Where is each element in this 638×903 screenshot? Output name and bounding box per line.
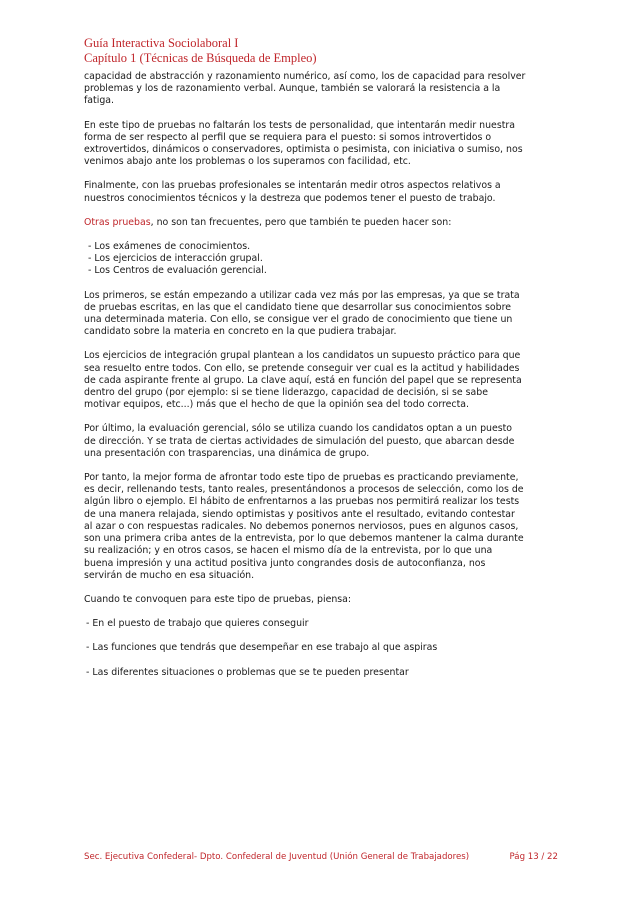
text-line: forma de ser respecto al perfil que se requiera para el puesto: si somos introvertidos o — [84, 131, 492, 143]
text-line: buena impresión y una actitud positiva junto congrandes dosis de autoconfianza, nos — [84, 557, 486, 569]
text-line: En este tipo de pruebas no faltarán los tests de personalidad, que intentarán medir nuestra — [84, 119, 515, 131]
list-item: - Los exámenes de conocimientos. — [88, 241, 251, 253]
list-item: - En el puesto de trabajo que quieres conseguir — [86, 618, 309, 630]
paragraph-abstraction — [84, 71, 556, 108]
other-tests-text: , no son tan frecuentes, pero que también te pueden hacer son: — [150, 216, 452, 228]
text-line: al azar o con respuestas radicales. No debemos ponernos nerviosos, pues en algunos casos, — [84, 520, 519, 532]
text-line: su realización; y en otros casos, se hacen el mismo día de la entrevista, por lo que una — [84, 545, 493, 557]
text-line: Por tanto, la mejor forma de afrontar todo este tipo de pruebas es practicando previamente, — [84, 472, 519, 484]
text-line: son una primera criba antes de la entrevista, por lo que debemos mantener la calma durante — [84, 533, 524, 545]
text-line: de cada aspirante frente al grupo. La clave aquí, está en función del papel que se representa — [84, 374, 522, 386]
other-tests-highlight: Otras pruebas — [84, 216, 151, 228]
page-footer — [84, 852, 558, 862]
paragraph-personality — [84, 120, 556, 169]
paragraph-managerial — [84, 423, 556, 460]
text-line: venimos abajo ante los problemas o los superamos con facilidad, etc. — [84, 156, 411, 168]
text-line: una determinada materia. Con ello, se consigue ver el grado de conocimiento que tiene un — [84, 314, 513, 326]
text-line: motivar equipos, etc...) más que el hecho de que la opinión sea del todo correcta. — [84, 399, 469, 411]
text-line: Por último, la evaluación gerencial, sólo se utiliza cuando los candidatos optan a un puesto — [84, 423, 513, 435]
list-item: - Los ejercicios de interacción grupal. — [88, 253, 263, 265]
paragraph-think: Cuando te convoquen para este tipo de pruebas, piensa: — [84, 593, 352, 605]
text-line: dentro del grupo (por ejemplo: si se tiene liderazgo, capacidad de decisión, si se sabe — [84, 387, 488, 399]
text-line: extrovertidos, dinámicos o conservadores, optimista o pesimista, con iniciativa o sumiso, nos — [84, 144, 523, 156]
text-line: Los ejercicios de integración grupal plantean a los candidatos un supuesto práctico para que — [84, 350, 521, 362]
text-line: Los primeros, se están empezando a utilizar cada vez más por las empresas, ya que se trata — [84, 289, 520, 301]
paragraph-first — [84, 290, 556, 339]
text-line: sea resuelto entre todos. Con ello, se pretende conseguir ver cual es la actitud y habilidades — [84, 362, 520, 374]
list-item: - Los Centros de evaluación gerencial. — [88, 265, 267, 277]
paragraph-professional — [84, 180, 556, 204]
text-line: de una manera relajada, siendo optimistas y positivos ante el resultado, evitando contestar — [84, 508, 515, 520]
page-header — [84, 36, 554, 66]
list-other-tests — [84, 241, 556, 278]
text-line: de pruebas escritas, en las que el candidato tiene que desarrollar sus conocimientos sobre — [84, 301, 512, 313]
list-think — [84, 618, 556, 679]
paragraph-group-exercises — [84, 350, 556, 411]
header-chapter-title: Capítulo 1 (Técnicas de Búsqueda de Empleo) — [84, 51, 317, 65]
text-line: problemas y los de razonamiento verbal. Aunque, también se valorará la resistencia a la — [84, 83, 501, 95]
page-number: Pág 13 / 22 — [509, 852, 558, 862]
text-line: candidato sobre la materia en concreto en la que pudiera trabajar. — [84, 326, 397, 338]
footer-organization: Sec. Ejecutiva Confederal- Dpto. Confederal de Juventud (Unión General de Trabajadores) — [84, 852, 470, 862]
text-line: de dirección. Y se trata de ciertas actividades de simulación del puesto, que abarcan desde — [84, 435, 515, 447]
text-line: es decir, rellenando tests, tanto reales, presentándonos a procesos de selección, como los de — [84, 484, 524, 496]
text-line: algún libro o ejemplo. El hábito de enfrentarnos a las pruebas nos permitirá realizar los tests — [84, 496, 520, 508]
document-body — [84, 71, 556, 679]
text-line: capacidad de abstracción y razonamiento numérico, así como, los de capacidad para resolver — [84, 71, 526, 82]
list-item: - Las diferentes situaciones o problemas que se te pueden presentar — [86, 666, 409, 678]
text-line: servirán de mucho en esa situación. — [84, 569, 255, 581]
text-line: nuestros conocimientos técnicos y la destreza que podemos tener el puesto de trabajo. — [84, 192, 496, 204]
header-guide-title: Guía Interactiva Sociolaboral I — [84, 36, 239, 50]
text-line: Finalmente, con las pruebas profesionales se intentarán medir otros aspectos relativos a — [84, 180, 501, 192]
paragraph-other-tests — [84, 217, 556, 229]
text-line: fatiga. — [84, 95, 115, 107]
list-item: - Las funciones que tendrás que desempeñar en ese trabajo al que aspiras — [86, 642, 438, 654]
paragraph-practice — [84, 472, 556, 582]
text-line: una presentación con trasparencias, una dinámica de grupo. — [84, 447, 370, 459]
